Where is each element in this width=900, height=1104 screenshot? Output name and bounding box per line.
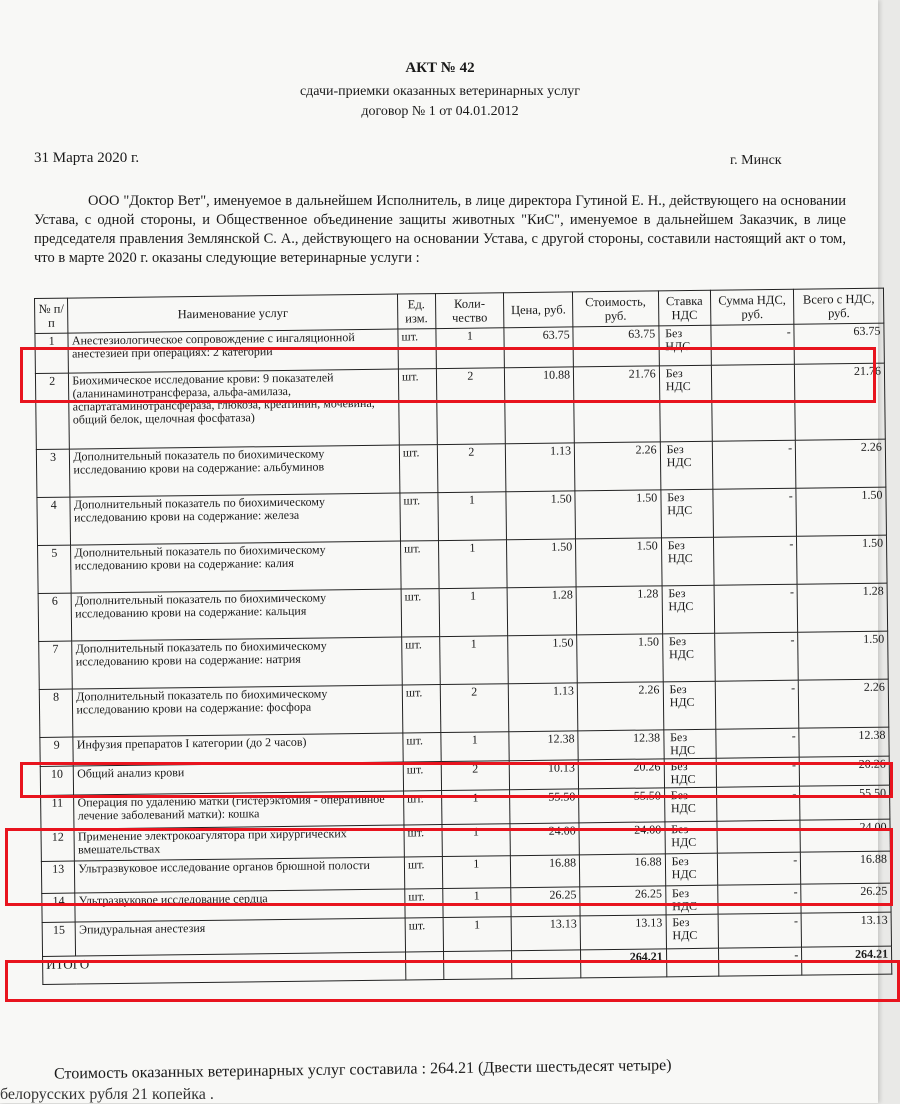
header-total: Всего с НДС, руб. [794,288,884,324]
footer-total-text: Стоимость оказанных ветеринарных услуг составила : 264.21 (Двести шестьдесят четыре) [53,1056,672,1083]
row-qty: 2 [440,684,509,733]
row-unit: шт. [400,541,438,589]
row-qty: 2 [437,444,506,493]
row-unit: шт. [405,889,443,918]
row-vat: - [712,440,796,489]
row-name: Дополнительный показатель по биохимическому исследованию крови на содержание: натрия [72,637,402,689]
row-name: Ультразвуковое исследование органов брюшной полости [75,857,405,893]
row-rate: Без НДС [663,729,715,759]
row-num: 6 [38,593,72,641]
row-name: Применение электрокоагулятора при хирургических вмешательствах [74,825,404,861]
row-unit: шт. [404,825,442,857]
row-rate: Без НДС [662,633,715,682]
row-num: 12 [41,829,75,861]
row-num: 4 [37,497,71,545]
row-num: 1 [35,333,69,373]
total-sum: 264.21 [802,946,892,975]
row-rate: Без НДС [659,325,712,366]
row-rate: Без НДС [661,489,714,538]
row-price: 24.00 [510,823,579,856]
row-vat [711,364,795,441]
row-qty: 1 [442,856,511,889]
row-rate: Без НДС [661,537,714,586]
row-unit: шт. [399,445,437,493]
row-total: 21.76 [795,363,886,440]
row-cost: 2.26 [577,682,663,731]
row-num: 3 [36,449,70,497]
row-num: 14 [42,893,76,922]
header-vat-sum: Сумма НДС, руб. [710,289,794,325]
row-num: 8 [39,689,73,737]
row-price: 55.50 [510,789,579,824]
row-total: 1.28 [797,583,887,632]
row-vat: - [715,680,799,729]
row-qty: 1 [439,588,508,637]
row-unit: шт. [398,329,436,369]
total-empty-price [512,950,581,979]
act-subtitle: сдачи-приемки оказанных ветеринарных услуг [299,84,581,99]
row-vat: - [713,488,797,537]
act-city: г. Минск [730,153,782,168]
row-qty: 1 [443,917,512,952]
row-vat: - [716,757,800,787]
table-body [35,323,892,984]
row-total: 24.00 [800,819,890,852]
total-label: ИТОГО [43,952,406,984]
row-name: Дополнительный показатель по биохимическому исследованию крови на содержание: фосфора [73,685,403,737]
row-total: 1.50 [797,535,887,584]
row-name: Операция по удалению матки (гистерэктомия - оперативное лечение заболеваний матки): кошка [74,791,404,829]
row-price: 12.38 [509,731,578,761]
row-total: 1.50 [798,631,888,680]
row-num: 2 [35,373,69,449]
row-name: Общий анализ крови [74,762,404,795]
row-rate: Без НДС [663,681,716,730]
row-vat: - [718,884,802,914]
row-vat: - [717,852,801,885]
footer-total-text-cont: белорусских рубля 21 копейка . [0,1086,214,1103]
row-vat: - [716,728,800,758]
row-name: Дополнительный показатель по биохимическому исследованию крови на содержание: железа [70,493,400,545]
row-total: 1.50 [796,487,886,536]
row-qty: 2 [441,761,510,791]
row-total: 13.13 [801,912,891,947]
row-name: Инфузия препаратов I категории (до 2 часов) [73,733,403,766]
row-num: 5 [38,545,72,593]
table-row [35,363,885,449]
row-vat: - [714,584,798,633]
header-cost: Стоимость, руб. [573,291,659,327]
row-name: Дополнительный показатель по биохимическому исследованию крови на содержание: калия [71,541,401,593]
row-price: 26.25 [511,887,580,917]
row-num: 13 [41,861,75,893]
row-rate: Без НДС [660,441,713,490]
row-rate: Без НДС [666,914,719,949]
row-cost: 1.28 [576,586,662,635]
header-unit: Ед. изм. [397,294,435,329]
row-name: Биохимическое исследование крови: 9 показателей (аланинаминотрансфераза, альфа-амилаза, аспартатаминотрансфераза, глюкоза, креатинин, мочевина, общий белок, щелочная фосфатаза) [69,369,399,449]
row-qty: 1 [438,540,507,589]
row-qty: 1 [442,888,511,918]
row-rate: Без НДС [665,885,717,915]
row-total: 26.25 [801,883,891,913]
row-rate: Без НДС [665,821,718,854]
intro-paragraph: ООО "Доктор Вет", именуемое в дальнейшем Исполнитель, в лице директора Гутиной Е. Н., действующего на основании Устава, с одной стороны, и Общественное объединение защиты животных "КиС", именуемое в дальнейшем Заказчик, в лице председателя правления Землянской С. А., действующего на основании Устава, с другой стороны, составили настоящий акт о том, что в марте 2020 г. оказаны следующие ветеринарные услуги : [34,193,846,266]
row-cost: 24.00 [579,822,665,855]
row-price: 10.88 [505,367,575,444]
row-total: 63.75 [794,323,884,364]
row-name: Эпидуральная анестезия [76,918,406,956]
header-name: Наименование услуг [68,294,398,333]
act-title: АКТ № 42 [405,60,475,76]
total-cost: 264.21 [581,949,667,978]
row-price: 1.13 [506,443,575,492]
row-vat: - [718,913,802,948]
row-total: 55.50 [800,785,890,820]
header-rate: Ставка НДС [658,290,711,326]
row-num: 15 [42,922,76,956]
row-total: 2.26 [798,679,888,728]
row-cost: 16.88 [580,854,666,887]
row-cost: 26.25 [580,886,666,916]
row-name: Анестезиологическое сопровождение с ингаляционной анестезией при операциях: 2 категории [68,329,398,373]
row-total: 20.26 [799,756,889,786]
row-qty: 2 [436,368,506,445]
row-unit: шт. [398,369,436,445]
row-num: 7 [39,641,73,689]
row-unit: шт. [404,857,442,889]
row-cost: 2.26 [574,442,660,491]
row-total: 2.26 [796,439,886,488]
row-rate: Без НДС [662,585,715,634]
row-price: 10.13 [510,760,579,790]
row-rate: Без НДС [664,758,716,788]
row-rate: Без НДС [659,365,712,442]
row-price: 16.88 [511,855,580,888]
total-vat: - [718,947,802,976]
row-cost: 12.38 [578,730,664,760]
row-unit: шт. [405,918,443,952]
row-name: Дополнительный показатель по биохимическому исследованию крови на содержание: кальция [71,589,401,641]
row-price: 1.50 [508,635,577,684]
header-num: № п/п [35,298,69,333]
row-num: 9 [40,737,74,766]
row-rate: Без НДС [665,853,718,886]
row-vat: - [713,536,797,585]
row-total: 16.88 [801,851,891,884]
row-unit: шт. [403,762,441,791]
row-qty: 1 [439,636,508,685]
row-vat: - [716,786,800,821]
row-name: Дополнительный показатель по биохимическому исследованию крови на содержание: альбуминов [70,445,400,497]
row-price: 1.13 [509,683,578,732]
row-num: 10 [40,766,74,795]
row-total: 12.38 [799,727,889,757]
row-vat: - [711,324,795,365]
row-cost: 21.76 [574,366,660,443]
row-vat: - [714,632,798,681]
row-cost: 1.50 [576,538,662,587]
row-cost: 1.50 [575,490,661,539]
header-price: Цена, руб. [504,292,573,328]
row-unit: шт. [404,791,442,825]
row-qty: 1 [437,492,506,541]
row-price: 1.28 [507,587,576,636]
row-price: 13.13 [511,916,580,951]
row-qty: 1 [441,790,510,825]
total-empty-rate [666,948,718,977]
row-unit: шт. [402,637,440,685]
row-vat: - [717,820,801,853]
row-price: 63.75 [504,327,573,368]
row-qty: 1 [435,328,504,369]
row-price: 1.50 [507,539,576,588]
row-unit: шт. [402,685,440,733]
row-unit: шт. [401,589,439,637]
total-empty-unit [405,952,443,980]
row-qty: 1 [441,824,510,857]
row-num: 11 [41,795,75,829]
row-unit: шт. [400,493,438,541]
row-cost: 63.75 [573,326,659,367]
row-name: Ультразвуковое исследование сердца [75,889,405,922]
row-cost: 20.26 [578,759,664,789]
services-table [34,288,892,985]
row-unit: шт. [403,733,441,762]
total-empty-qty [443,951,512,980]
row-cost: 1.50 [577,634,663,683]
act-date: 31 Марта 2020 г. [34,150,140,166]
row-cost: 55.50 [579,788,665,823]
row-cost: 13.13 [580,915,666,950]
row-price: 1.50 [506,491,575,540]
header-qty: Коли-чество [435,293,504,329]
row-rate: Без НДС [664,787,717,822]
contract-reference: договор № 1 от 04.01.2012 [361,104,519,119]
row-qty: 1 [440,732,509,762]
